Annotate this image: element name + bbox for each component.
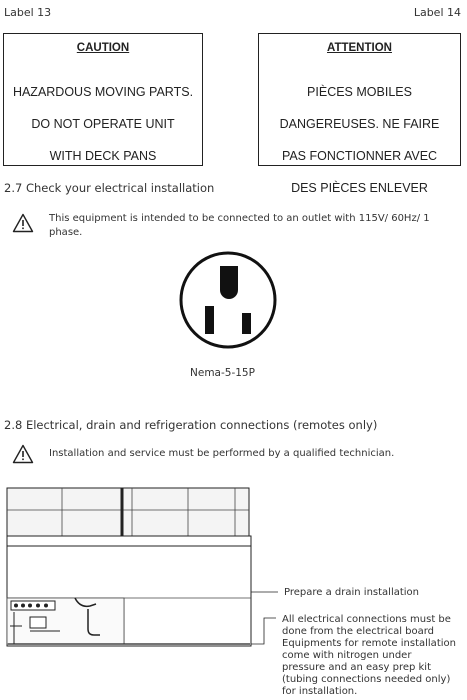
electrical-callout	[282, 614, 464, 698]
warning-icon	[12, 213, 34, 233]
electrical-callout-line-7: for installation.	[282, 686, 358, 697]
section-2-8-title: 2.8 Electrical, drain and refrigeration connections (remotes only)	[4, 418, 378, 432]
attention-heading: ATTENTION	[327, 42, 392, 54]
caution-line-2: DO NOT OPERATE UNIT	[31, 117, 175, 131]
section-2-8-warning: Installation and service must be performed by a qualified technician.	[49, 448, 395, 459]
label-13: Label 13	[4, 6, 52, 19]
plug-caption: Nema-5-15P	[190, 367, 255, 379]
attention-line-3: PAS FONCTIONNER AVEC	[281, 149, 438, 163]
label-14: Label 14	[413, 6, 461, 19]
drain-callout: Prepare a drain installation	[284, 587, 419, 598]
attention-label-box	[258, 33, 461, 195]
section-2-7-warning	[49, 212, 461, 240]
electrical-callout-line-6: (tubing connections needed only)	[282, 674, 451, 685]
electrical-callout-line-1: All electrical connections must be	[282, 614, 451, 625]
section-2-7-warning-line-1: This equipment is intended to be connected to an outlet with 115V/ 60Hz/ 1	[49, 213, 430, 224]
caution-line-3: WITH DECK PANS	[49, 149, 157, 163]
attention-line-4: DES PIÈCES ENLEVER	[291, 181, 428, 195]
electrical-callout-line-5: pressure and an easy prep kit	[282, 662, 432, 673]
attention-line-2: DANGEREUSES. NE FAIRE	[279, 117, 440, 131]
attention-line-1: PIÈCES MOBILES	[307, 85, 412, 99]
nema-5-15p-plug-icon	[178, 250, 278, 350]
caution-line-1: HAZARDOUS MOVING PARTS.	[12, 85, 194, 99]
electrical-callout-line-2: done from the electrical board	[282, 626, 435, 637]
electrical-callout-line-3: Equipments for remote installation	[282, 638, 456, 649]
electrical-callout-line-4: come with nitrogen under	[282, 650, 412, 661]
section-2-7-warning-line-2: phase.	[49, 227, 83, 238]
warning-icon	[12, 444, 34, 464]
section-2-7-title: 2.7 Check your electrical installation	[4, 181, 215, 195]
caution-heading: CAUTION	[76, 42, 130, 54]
caution-label-box	[3, 33, 203, 166]
